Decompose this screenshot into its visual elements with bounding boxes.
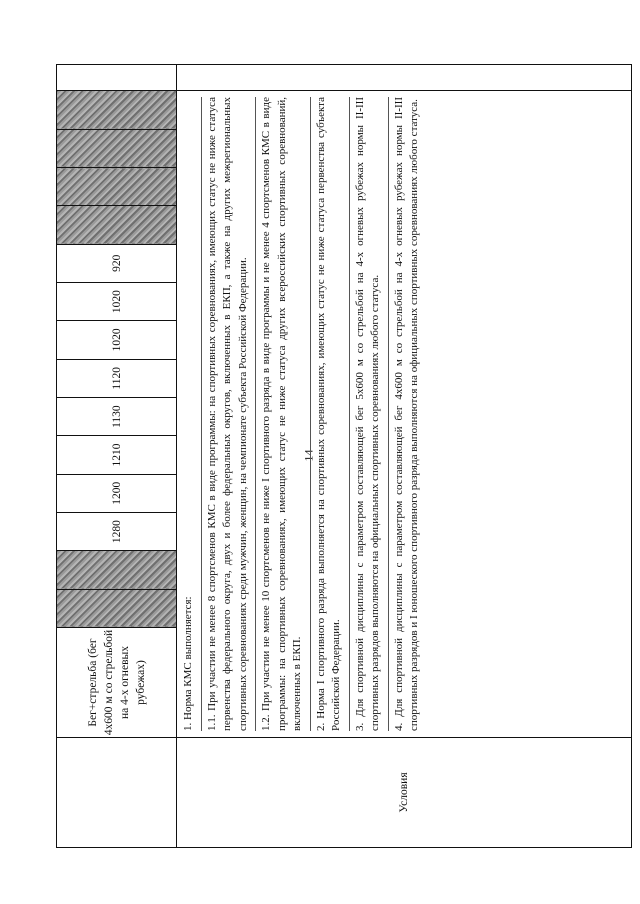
value-cell: [57, 551, 177, 589]
value-cell: 920: [57, 244, 177, 282]
value-cell: 1280: [57, 512, 177, 550]
page-number: 14: [301, 449, 316, 462]
edge-cell: [177, 65, 632, 91]
value-cell: 1120: [57, 359, 177, 397]
conditions-text: [177, 91, 632, 738]
table-row-conditions: [177, 65, 632, 848]
condition-paragraph: 3. Для спортивной дисциплины с параметром составляющей бег 5х600 м со стрельбой на 4-х огневых рубежах нормы II-III спортивных разрядов выполняются на официальных спортивных соревнованиях любого статуса.: [349, 97, 384, 731]
table-row-discipline: [57, 65, 177, 848]
condition-paragraph: 4. Для спортивной дисциплины с параметром составляющей бег 4х600 м со стрельбой на 4-х огневых рубежах нормы II-III спортивных разрядов и I юношеского спортивного разряда выполняются на официальных спортивных соревнованиях любого статуса.: [388, 97, 423, 731]
value-cell: [57, 206, 177, 244]
empty-cell: [57, 738, 177, 848]
value-cell: [57, 167, 177, 205]
norms-table: [56, 64, 632, 848]
value-cell: [57, 91, 177, 130]
conditions-label: Условия: [177, 738, 632, 848]
condition-paragraph: 1.1. При участии не менее 8 спортсменов КМС в виде программы: на спортивных соревнованиях, имеющих статус не ниже статуса первенства федерального округа, двух и более федеральных округов, включенных в ЕКП, а также на других межрегиональных спортивных соревнованиях среди мужчин, женщин, на чемпионате субъекта Российской Федерации.: [201, 97, 252, 731]
value-cell: [57, 129, 177, 167]
rotated-table-area: [56, 64, 632, 848]
condition-paragraph: 2. Норма I спортивного разряда выполняется на спортивных соревнованиях, имеющих статус не ниже статуса первенства субъекта Российской Федерации.: [310, 97, 345, 731]
value-cell: 1020: [57, 282, 177, 320]
value-cell: 1210: [57, 436, 177, 474]
condition-paragraph: 1.2. При участии не менее 10 спортсменов не ниже I спортивного разряда в виде программы и не менее 4 спортсменов КМС в виде программы: на спортивных соревнованиях, имеющих статус не ниже статуса других всероссийских спортивных соревнований, включенных в ЕКП.: [255, 97, 306, 731]
value-cell: 1130: [57, 397, 177, 435]
value-cell: [57, 589, 177, 627]
condition-paragraph: 1. Норма КМС выполняется:: [182, 596, 194, 731]
value-cell: 1200: [57, 474, 177, 512]
edge-cell: [57, 65, 177, 91]
discipline-name: Бег+стрельба (бег 4х600 м со стрельбой на 4-х огневых рубежах): [57, 628, 177, 738]
value-cell: 1020: [57, 321, 177, 359]
